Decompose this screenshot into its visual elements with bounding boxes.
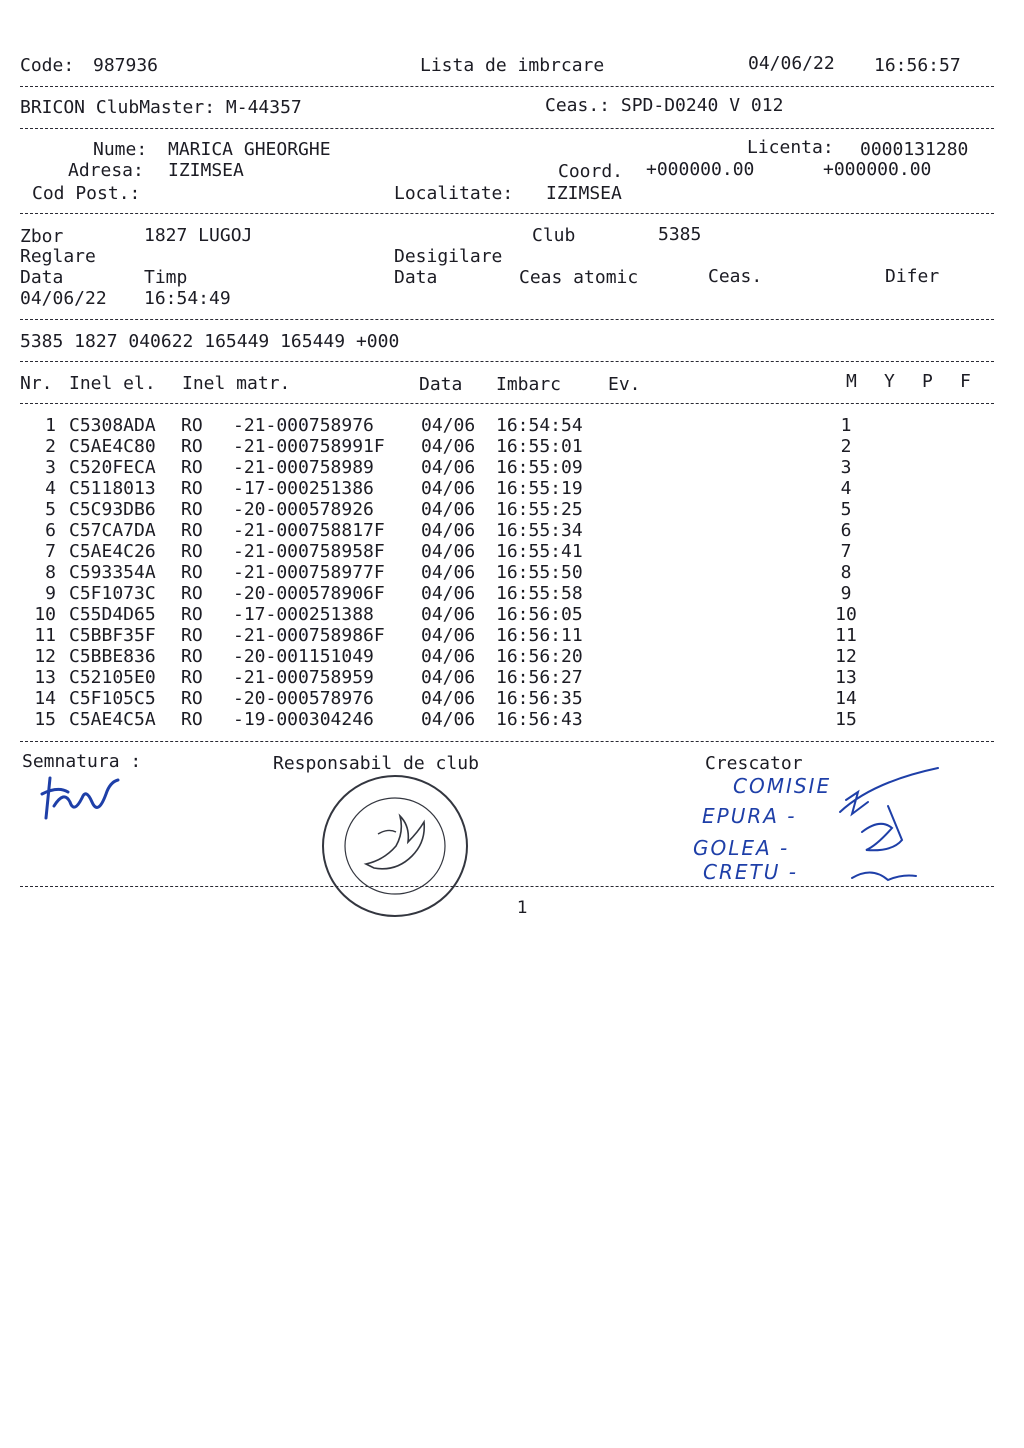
row-date: 04/06 [421,562,476,583]
separator [20,886,994,887]
row-nr: 12 [34,646,56,667]
row-ring-el: C57CA7DA [69,520,156,541]
row-m: 8 [840,562,852,583]
row-nr: 8 [45,562,56,583]
name-label: Nume: [93,139,148,160]
difer-label: Difer [885,266,940,287]
row-ring-matr: -21-000758976 [233,415,374,436]
row-ring-el: C5BBF35F [69,625,156,646]
row-nr: 5 [45,499,56,520]
row-m: 12 [835,646,857,667]
row-date: 04/06 [421,436,476,457]
handwritten-line-1: COMISIE [733,774,832,798]
row-date: 04/06 [421,583,476,604]
club-master: BRICON ClubMaster: M-44357 [20,97,302,118]
page-title: Lista de imbrcare [420,55,605,76]
row-m: 11 [835,625,857,646]
row-date: 04/06 [421,520,476,541]
row-ring-matr: -20-000578926 [233,499,374,520]
row-country: RO [181,520,203,541]
row-m: 5 [840,499,852,520]
row-nr: 9 [45,583,56,604]
postal-label: Cod Post.: [32,183,141,204]
row-ring-matr: -21-000758959 [233,667,374,688]
row-ring-el: C520FECA [69,457,156,478]
row-ring-el: C5AE4C26 [69,541,156,562]
semnatura-label: Semnatura : [22,751,142,772]
row-time: 16:55:01 [496,436,583,457]
crescator-label: Crescator [705,753,803,774]
commission-signatures [832,762,944,892]
row-date: 04/06 [421,688,476,709]
row-m: 4 [840,478,852,499]
data-label-2: Data [394,267,438,288]
timp-label: Timp [144,267,188,288]
table-row [0,562,1024,583]
club-label: Club [532,225,576,246]
row-nr: 1 [45,415,56,436]
row-m: 3 [840,457,852,478]
row-date: 04/06 [421,625,476,646]
row-time: 16:56:11 [496,625,583,646]
separator [20,86,994,87]
row-nr: 11 [34,625,56,646]
table-row [0,457,1024,478]
table-row [0,688,1024,709]
table-row [0,436,1024,457]
row-country: RO [181,478,203,499]
row-ring-matr: -21-000758817F [233,520,385,541]
row-date: 04/06 [421,667,476,688]
row-country: RO [181,583,203,604]
row-country: RO [181,436,203,457]
row-m: 13 [835,667,857,688]
row-ring-el: C593354A [69,562,156,583]
row-ring-matr: -19-000304246 [233,709,374,730]
row-ring-matr: -21-000758977F [233,562,385,583]
row-date: 04/06 [421,604,476,625]
row-time: 16:56:20 [496,646,583,667]
row-m: 14 [835,688,857,709]
reglare-label: Reglare [20,246,96,267]
col-y: Y [884,371,895,392]
row-nr: 10 [34,604,56,625]
coord-y: +000000.00 [823,159,932,180]
code-label: Code: [20,55,75,76]
license-number: 0000131280 [860,139,969,160]
separator [20,741,994,742]
row-date: 04/06 [421,457,476,478]
coord-x: +000000.00 [646,159,755,180]
table-row [0,709,1024,730]
row-country: RO [181,667,203,688]
separator [20,319,994,320]
row-nr: 13 [34,667,56,688]
separator [20,213,994,214]
row-country: RO [181,604,203,625]
row-country: RO [181,709,203,730]
row-date: 04/06 [421,415,476,436]
row-time: 16:55:58 [496,583,583,604]
separator [20,128,994,129]
row-m: 1 [840,415,852,436]
row-country: RO [181,625,203,646]
table-row [0,604,1024,625]
table-row [0,541,1024,562]
table-row [0,667,1024,688]
row-m: 9 [840,583,852,604]
code-value: 987936 [93,55,159,76]
row-ring-el: C5AE4C80 [69,436,156,457]
locality-label: Localitate: [394,183,514,204]
row-nr: 7 [45,541,56,562]
row-nr: 6 [45,520,56,541]
handwritten-line-3: GOLEA - [693,836,790,860]
row-country: RO [181,562,203,583]
data-label: Data [20,267,64,288]
owner-name: MARICA GHEORGHE [168,139,331,160]
col-date: Data [419,374,463,395]
row-nr: 14 [34,688,56,709]
row-ring-matr: -17-000251386 [233,478,374,499]
clock-id: Ceas.: SPD-D0240 V 012 [545,95,784,116]
row-time: 16:55:19 [496,478,583,499]
table-row [0,499,1024,520]
table-row [0,625,1024,646]
row-ring-el: C5BBE836 [69,646,156,667]
row-country: RO [181,688,203,709]
row-m: 6 [840,520,852,541]
row-nr: 3 [45,457,56,478]
row-country: RO [181,541,203,562]
ceas-label: Ceas. [708,266,763,287]
table-row [0,646,1024,667]
address-label: Adresa: [68,160,144,181]
signature-scribble [40,772,124,824]
row-ring-matr: -20-000578906F [233,583,385,604]
handwritten-line-4: CRETU - [703,860,798,884]
owner-address: IZIMSEA [168,160,244,181]
row-ring-matr: -20-000578976 [233,688,374,709]
owner-locality: IZIMSEA [546,183,622,204]
row-ring-el: C5C93DB6 [69,499,156,520]
row-ring-matr: -21-000758986F [233,625,385,646]
col-ev: Ev. [608,374,641,395]
license-label: Licenta: [747,137,834,158]
zbor-value: 1827 LUGOJ [144,225,253,246]
col-p: P [922,371,933,392]
row-m: 2 [840,436,852,457]
row-m: 15 [835,709,857,730]
row-time: 16:56:43 [496,709,583,730]
row-m: 10 [835,604,857,625]
separator [20,403,994,404]
col-imbarc: Imbarc [496,374,562,395]
row-time: 16:55:41 [496,541,583,562]
row-ring-el: C5118013 [69,478,156,499]
row-ring-el: C5AE4C5A [69,709,156,730]
row-time: 16:56:05 [496,604,583,625]
table-row [0,415,1024,436]
row-time: 16:54:54 [496,415,583,436]
row-m: 7 [840,541,852,562]
row-ring-matr: -21-000758958F [233,541,385,562]
handwritten-line-2: EPURA - [702,804,797,828]
reglare-time: 16:54:49 [144,288,231,309]
row-nr: 2 [45,436,56,457]
header-date: 04/06/22 [748,53,835,74]
row-date: 04/06 [421,499,476,520]
header-time: 16:56:57 [874,55,961,76]
row-nr: 4 [45,478,56,499]
flight-code-line: 5385 1827 040622 165449 165449 +000 [20,331,400,352]
row-country: RO [181,457,203,478]
table-row [0,478,1024,499]
row-date: 04/06 [421,709,476,730]
col-ring-matr: Inel matr. [182,373,291,394]
row-country: RO [181,499,203,520]
row-time: 16:55:34 [496,520,583,541]
row-country: RO [181,646,203,667]
row-time: 16:55:09 [496,457,583,478]
coord-label: Coord. [558,161,624,182]
row-nr: 15 [34,709,56,730]
club-value: 5385 [658,224,702,245]
row-time: 16:56:35 [496,688,583,709]
row-ring-matr: -17-000251388 [233,604,374,625]
col-m: M [846,371,857,392]
row-ring-el: C55D4D65 [69,604,156,625]
row-ring-matr: -21-000758991F [233,436,385,457]
separator [20,361,994,362]
row-date: 04/06 [421,478,476,499]
zbor-label: Zbor [20,226,64,247]
desigilare-label: Desigilare [394,246,503,267]
club-stamp [318,772,472,920]
row-time: 16:55:25 [496,499,583,520]
table-row [0,583,1024,604]
table-row [0,520,1024,541]
responsabil-label: Responsabil de club [273,753,479,774]
col-nr: Nr. [20,373,53,394]
reglare-date: 04/06/22 [20,288,107,309]
col-f: F [960,371,971,392]
row-ring-el: C52105E0 [69,667,156,688]
row-ring-el: C5F105C5 [69,688,156,709]
row-date: 04/06 [421,541,476,562]
row-ring-matr: -21-000758989 [233,457,374,478]
row-ring-el: C5308ADA [69,415,156,436]
row-ring-el: C5F1073C [69,583,156,604]
row-ring-matr: -20-001151049 [233,646,374,667]
row-country: RO [181,415,203,436]
page-number: 1 [517,898,528,918]
row-date: 04/06 [421,646,476,667]
row-time: 16:55:50 [496,562,583,583]
col-ring-el: Inel el. [69,373,156,394]
ceas-atomic-label: Ceas atomic [519,267,639,288]
row-time: 16:56:27 [496,667,583,688]
